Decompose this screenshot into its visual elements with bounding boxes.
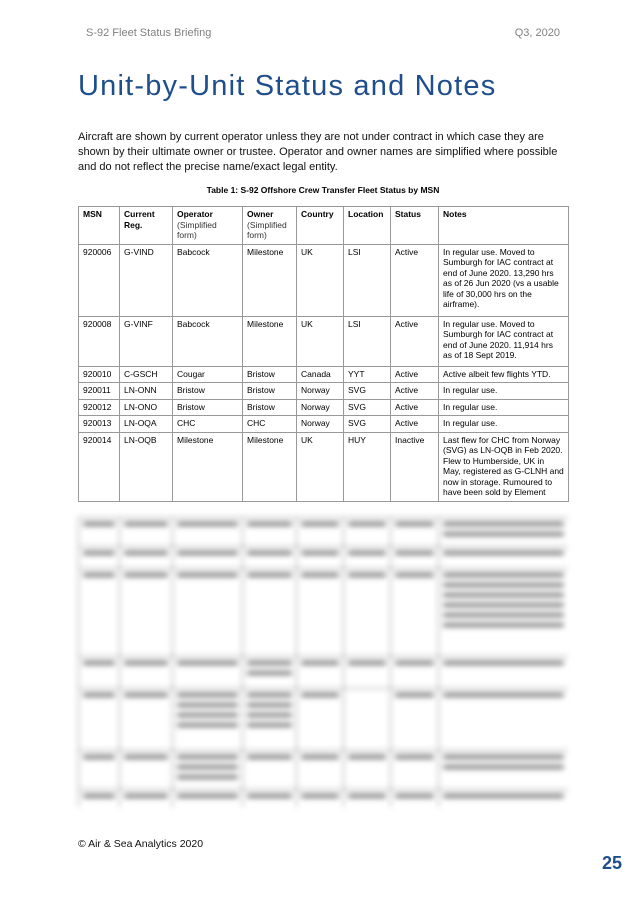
fleet-status-table xyxy=(78,206,569,502)
cell-status: Active xyxy=(391,383,439,400)
cell-owner: Bristow xyxy=(243,399,297,416)
cell-owner: Milestone xyxy=(243,432,297,501)
col-header-reg: Current Reg. xyxy=(120,207,173,245)
header-document-title: S-92 Fleet Status Briefing xyxy=(86,27,212,39)
cell-reg: G-VINF xyxy=(120,316,173,366)
cell-owner: CHC xyxy=(243,416,297,433)
cell-operator: Bristow xyxy=(173,399,243,416)
blurred-row xyxy=(79,689,569,751)
cell-msn: 920013 xyxy=(79,416,120,433)
table-header-row xyxy=(79,207,569,245)
cell-msn: 920010 xyxy=(79,366,120,383)
blurred-table-section xyxy=(78,517,568,807)
cell-status: Active xyxy=(391,416,439,433)
cell-location: SVG xyxy=(344,399,391,416)
cell-status: Active xyxy=(391,316,439,366)
col-header-country: Country xyxy=(297,207,344,245)
cell-status: Inactive xyxy=(391,432,439,501)
cell-operator: Cougar xyxy=(173,366,243,383)
cell-notes: In regular use. xyxy=(439,383,569,400)
cell-reg: LN-OQA xyxy=(120,416,173,433)
cell-country: Norway xyxy=(297,416,344,433)
blurred-row xyxy=(79,790,569,808)
col-header-operator xyxy=(173,207,243,245)
cell-operator: Babcock xyxy=(173,244,243,316)
cell-notes: Active albeit few flights YTD. xyxy=(439,366,569,383)
cell-reg: G-VIND xyxy=(120,244,173,316)
cell-reg: LN-ONO xyxy=(120,399,173,416)
page-number: 25 xyxy=(601,853,622,873)
footer-copyright: © Air & Sea Analytics 2020 xyxy=(78,838,204,850)
cell-country: UK xyxy=(297,432,344,501)
blurred-row xyxy=(79,751,569,790)
cell-location: LSI xyxy=(344,316,391,366)
col-header-operator-label: Operator xyxy=(177,209,213,219)
cell-notes: In regular use. xyxy=(439,399,569,416)
table-row xyxy=(79,432,569,501)
cell-country: UK xyxy=(297,244,344,316)
cell-location: HUY xyxy=(344,432,391,501)
table-caption: Table 1: S-92 Offshore Crew Transfer Fleet Status by MSN xyxy=(206,185,440,195)
col-header-notes: Notes xyxy=(439,207,569,245)
cell-location: LSI xyxy=(344,244,391,316)
cell-notes: In regular use. Moved to Sumburgh for IAC contract at end of June 2020. 11,914 hrs as of 18 Sept 2019. xyxy=(439,316,569,366)
intro-paragraph: Aircraft are shown by current operator unless they are not under contract in which case they are shown by their ultimate owner or trustee. Operator and owner names are simplified where possible and do not reflect the precise name/exact legal entity. xyxy=(78,131,558,173)
cell-country: Norway xyxy=(297,399,344,416)
cell-owner: Bristow xyxy=(243,383,297,400)
cell-owner: Bristow xyxy=(243,366,297,383)
col-header-msn: MSN xyxy=(79,207,120,245)
cell-operator: Babcock xyxy=(173,316,243,366)
col-header-owner-label: Owner xyxy=(247,209,274,219)
cell-status: Active xyxy=(391,399,439,416)
cell-owner: Milestone xyxy=(243,244,297,316)
cell-reg: C-GSCH xyxy=(120,366,173,383)
blurred-row xyxy=(79,547,569,569)
blurred-row xyxy=(79,569,569,657)
cell-msn: 920006 xyxy=(79,244,120,316)
cell-location: SVG xyxy=(344,416,391,433)
cell-reg: LN-OQB xyxy=(120,432,173,501)
header-period: Q3, 2020 xyxy=(514,27,560,39)
col-header-owner-sub: (Simplified form) xyxy=(247,219,287,240)
col-header-status: Status xyxy=(391,207,439,245)
cell-msn: 920011 xyxy=(79,383,120,400)
cell-notes: In regular use. Moved to Sumburgh for IAC contract at end of June 2020. 13,290 hrs as of 26 Jun 2020 (vs a usable life of 30,000 hrs on the airframe). xyxy=(439,244,569,316)
cell-operator: Bristow xyxy=(173,383,243,400)
cell-operator: Milestone xyxy=(173,432,243,501)
cell-status: Active xyxy=(391,366,439,383)
cell-msn: 920012 xyxy=(79,399,120,416)
table-row xyxy=(79,416,569,433)
table-row xyxy=(79,383,569,400)
table-row xyxy=(79,399,569,416)
col-header-location: Location xyxy=(344,207,391,245)
table-row xyxy=(79,244,569,316)
cell-msn: 920014 xyxy=(79,432,120,501)
table-row xyxy=(79,316,569,366)
col-header-operator-sub: (Simplified form) xyxy=(177,219,217,240)
table-row xyxy=(79,366,569,383)
cell-notes: Last flew for CHC from Norway (SVG) as LN-OQB in Feb 2020. Flew to Humberside, UK in May, registered as G-CLNH and now in storage. Rumoured to have been sold by Element xyxy=(439,432,569,501)
cell-location: SVG xyxy=(344,383,391,400)
cell-location: YYT xyxy=(344,366,391,383)
cell-notes: In regular use. xyxy=(439,416,569,433)
cell-status: Active xyxy=(391,244,439,316)
cell-msn: 920008 xyxy=(79,316,120,366)
cell-country: UK xyxy=(297,316,344,366)
page-title: Unit-by-Unit Status and Notes xyxy=(78,70,497,102)
blurred-table xyxy=(78,517,568,807)
cell-country: Canada xyxy=(297,366,344,383)
cell-operator: CHC xyxy=(173,416,243,433)
blurred-row xyxy=(79,657,569,689)
col-header-owner xyxy=(243,207,297,245)
cell-reg: LN-ONN xyxy=(120,383,173,400)
blurred-row xyxy=(79,518,569,547)
cell-owner: Milestone xyxy=(243,316,297,366)
cell-country: Norway xyxy=(297,383,344,400)
